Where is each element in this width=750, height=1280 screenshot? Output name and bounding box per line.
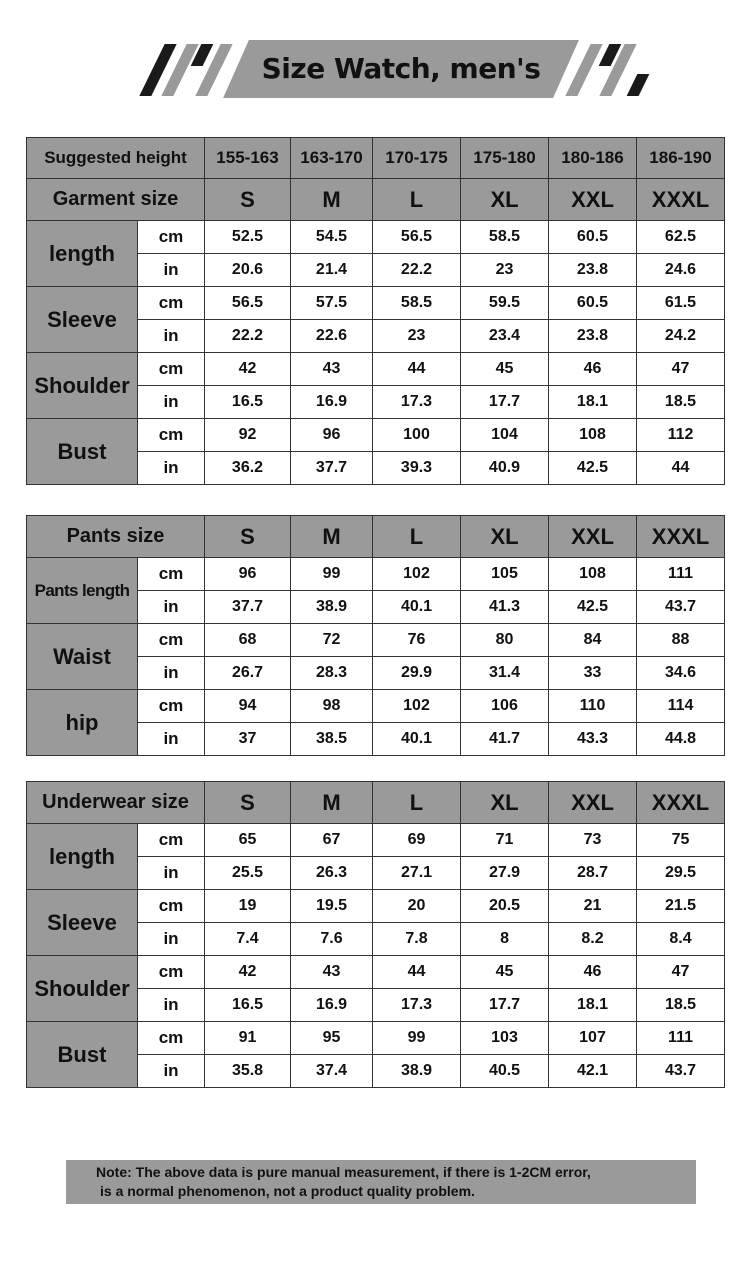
- value-in: 7.4: [205, 923, 291, 956]
- value-cm: 94: [205, 690, 291, 723]
- measure-row: [27, 419, 725, 452]
- page-title: Size Watch, men's: [261, 52, 541, 85]
- unit-in: in: [138, 320, 205, 353]
- value-in: 18.5: [637, 386, 725, 419]
- value-in: 22.6: [291, 320, 373, 353]
- value-in: 40.5: [461, 1055, 549, 1088]
- unit-in: in: [138, 452, 205, 485]
- value-cm: 107: [549, 1022, 637, 1055]
- value-cm: 68: [205, 624, 291, 657]
- value-in: 23.4: [461, 320, 549, 353]
- value-in: 37.7: [205, 591, 291, 624]
- value-cm: 106: [461, 690, 549, 723]
- value-in: 17.7: [461, 989, 549, 1022]
- value-in: 33: [549, 657, 637, 690]
- value-cm: 108: [549, 419, 637, 452]
- height-range: 155-163: [205, 138, 291, 179]
- unit-cm: cm: [138, 624, 205, 657]
- size-header: XL: [461, 516, 549, 558]
- value-cm: 47: [637, 956, 725, 989]
- size-header: S: [205, 179, 291, 221]
- unit-in: in: [138, 989, 205, 1022]
- value-cm: 59.5: [461, 287, 549, 320]
- title-banner: [0, 0, 750, 110]
- pants-size-table: [26, 515, 725, 756]
- value-in: 37.7: [291, 452, 373, 485]
- value-cm: 103: [461, 1022, 549, 1055]
- value-cm: 88: [637, 624, 725, 657]
- value-cm: 108: [549, 558, 637, 591]
- measure-row: [27, 1022, 725, 1055]
- measure-label: length: [27, 221, 138, 287]
- unit-cm: cm: [138, 558, 205, 591]
- value-cm: 71: [461, 824, 549, 857]
- value-in: 26.7: [205, 657, 291, 690]
- measure-row: [27, 824, 725, 857]
- unit-cm: cm: [138, 353, 205, 386]
- value-cm: 99: [291, 558, 373, 591]
- value-cm: 54.5: [291, 221, 373, 254]
- size-header: S: [205, 516, 291, 558]
- size-header: XXXL: [637, 179, 725, 221]
- value-cm: 111: [637, 1022, 725, 1055]
- measure-row: [27, 956, 725, 989]
- value-in: 41.7: [461, 723, 549, 756]
- size-label: Pants size: [27, 516, 205, 558]
- measure-label: hip: [27, 690, 138, 756]
- size-header: XL: [461, 782, 549, 824]
- measure-row: [27, 690, 725, 723]
- value-cm: 96: [205, 558, 291, 591]
- value-cm: 65: [205, 824, 291, 857]
- size-header: XXL: [549, 782, 637, 824]
- measure-row: [27, 221, 725, 254]
- value-in: 35.8: [205, 1055, 291, 1088]
- value-cm: 72: [291, 624, 373, 657]
- value-in: 16.9: [291, 386, 373, 419]
- value-cm: 69: [373, 824, 461, 857]
- value-cm: 45: [461, 353, 549, 386]
- size-header: L: [373, 179, 461, 221]
- size-header-row: [27, 516, 725, 558]
- value-in: 8: [461, 923, 549, 956]
- value-in: 40.1: [373, 723, 461, 756]
- size-header-row: [27, 179, 725, 221]
- value-in: 18.1: [549, 989, 637, 1022]
- size-header: XXL: [549, 179, 637, 221]
- value-cm: 99: [373, 1022, 461, 1055]
- value-cm: 45: [461, 956, 549, 989]
- measure-label: Pants length: [27, 558, 138, 624]
- value-cm: 58.5: [461, 221, 549, 254]
- value-cm: 46: [549, 956, 637, 989]
- size-header-row: [27, 782, 725, 824]
- unit-in: in: [138, 386, 205, 419]
- height-range: 163-170: [291, 138, 373, 179]
- value-cm: 46: [549, 353, 637, 386]
- value-in: 7.8: [373, 923, 461, 956]
- value-in: 23: [373, 320, 461, 353]
- measure-label: Waist: [27, 624, 138, 690]
- size-header: M: [291, 782, 373, 824]
- value-in: 29.5: [637, 857, 725, 890]
- unit-in: in: [138, 591, 205, 624]
- value-in: 38.9: [291, 591, 373, 624]
- unit-cm: cm: [138, 956, 205, 989]
- value-cm: 75: [637, 824, 725, 857]
- unit-in: in: [138, 923, 205, 956]
- unit-cm: cm: [138, 690, 205, 723]
- height-range: 170-175: [373, 138, 461, 179]
- size-header: L: [373, 516, 461, 558]
- measure-label: Bust: [27, 1022, 138, 1088]
- value-cm: 21: [549, 890, 637, 923]
- garment-size-table: [26, 137, 725, 485]
- value-in: 17.3: [373, 989, 461, 1022]
- value-in: 40.1: [373, 591, 461, 624]
- value-cm: 112: [637, 419, 725, 452]
- value-in: 24.2: [637, 320, 725, 353]
- value-in: 18.1: [549, 386, 637, 419]
- value-in: 26.3: [291, 857, 373, 890]
- unit-in: in: [138, 857, 205, 890]
- measure-row: [27, 558, 725, 591]
- value-cm: 91: [205, 1022, 291, 1055]
- value-cm: 19: [205, 890, 291, 923]
- value-in: 7.6: [291, 923, 373, 956]
- value-cm: 100: [373, 419, 461, 452]
- size-header: XXXL: [637, 782, 725, 824]
- value-in: 34.6: [637, 657, 725, 690]
- value-in: 22.2: [373, 254, 461, 287]
- size-label: Garment size: [27, 179, 205, 221]
- measure-row: [27, 890, 725, 923]
- unit-cm: cm: [138, 890, 205, 923]
- value-cm: 102: [373, 558, 461, 591]
- value-in: 16.9: [291, 989, 373, 1022]
- value-in: 23.8: [549, 254, 637, 287]
- value-in: 27.1: [373, 857, 461, 890]
- measure-label: Sleeve: [27, 890, 138, 956]
- value-in: 31.4: [461, 657, 549, 690]
- value-in: 42.1: [549, 1055, 637, 1088]
- value-in: 29.9: [373, 657, 461, 690]
- value-in: 25.5: [205, 857, 291, 890]
- measure-row: [27, 353, 725, 386]
- value-in: 37: [205, 723, 291, 756]
- underwear-size-table: [26, 781, 725, 1088]
- value-cm: 98: [291, 690, 373, 723]
- value-cm: 21.5: [637, 890, 725, 923]
- value-cm: 84: [549, 624, 637, 657]
- value-cm: 96: [291, 419, 373, 452]
- value-cm: 105: [461, 558, 549, 591]
- height-range: 180-186: [549, 138, 637, 179]
- height-row: [27, 138, 725, 179]
- measure-label: Shoulder: [27, 956, 138, 1022]
- value-cm: 104: [461, 419, 549, 452]
- unit-cm: cm: [138, 221, 205, 254]
- value-cm: 57.5: [291, 287, 373, 320]
- value-cm: 42: [205, 353, 291, 386]
- measure-row: [27, 287, 725, 320]
- measure-label: length: [27, 824, 138, 890]
- value-cm: 111: [637, 558, 725, 591]
- value-cm: 95: [291, 1022, 373, 1055]
- unit-cm: cm: [138, 1022, 205, 1055]
- value-cm: 20.5: [461, 890, 549, 923]
- size-label: Underwear size: [27, 782, 205, 824]
- size-header: XXL: [549, 516, 637, 558]
- value-in: 38.5: [291, 723, 373, 756]
- value-cm: 73: [549, 824, 637, 857]
- value-in: 43.7: [637, 591, 725, 624]
- size-header: XXXL: [637, 516, 725, 558]
- value-cm: 60.5: [549, 287, 637, 320]
- unit-cm: cm: [138, 824, 205, 857]
- height-range: 186-190: [637, 138, 725, 179]
- height-label: Suggested height: [27, 138, 205, 179]
- unit-in: in: [138, 254, 205, 287]
- value-cm: 52.5: [205, 221, 291, 254]
- value-cm: 42: [205, 956, 291, 989]
- value-in: 20.6: [205, 254, 291, 287]
- value-cm: 80: [461, 624, 549, 657]
- value-in: 37.4: [291, 1055, 373, 1088]
- value-cm: 56.5: [373, 221, 461, 254]
- size-header: S: [205, 782, 291, 824]
- value-in: 27.9: [461, 857, 549, 890]
- unit-cm: cm: [138, 287, 205, 320]
- value-cm: 114: [637, 690, 725, 723]
- size-header: M: [291, 516, 373, 558]
- value-in: 23.8: [549, 320, 637, 353]
- measure-row: [27, 624, 725, 657]
- value-cm: 76: [373, 624, 461, 657]
- value-cm: 19.5: [291, 890, 373, 923]
- note-line: Note: The above data is pure manual measurement, if there is 1-2CM error,: [96, 1164, 591, 1180]
- value-cm: 43: [291, 353, 373, 386]
- value-in: 24.6: [637, 254, 725, 287]
- value-in: 17.7: [461, 386, 549, 419]
- value-in: 21.4: [291, 254, 373, 287]
- value-in: 8.4: [637, 923, 725, 956]
- value-cm: 47: [637, 353, 725, 386]
- value-in: 43.3: [549, 723, 637, 756]
- measure-label: Shoulder: [27, 353, 138, 419]
- unit-cm: cm: [138, 419, 205, 452]
- value-in: 38.9: [373, 1055, 461, 1088]
- value-in: 44: [637, 452, 725, 485]
- value-in: 18.5: [637, 989, 725, 1022]
- value-cm: 44: [373, 353, 461, 386]
- value-in: 16.5: [205, 386, 291, 419]
- measure-label: Sleeve: [27, 287, 138, 353]
- note-line: is a normal phenomenon, not a product quality problem.: [100, 1183, 475, 1199]
- banner-stripe: [627, 74, 650, 96]
- value-in: 16.5: [205, 989, 291, 1022]
- value-in: 36.2: [205, 452, 291, 485]
- value-in: 28.7: [549, 857, 637, 890]
- value-in: 41.3: [461, 591, 549, 624]
- note-box: [66, 1160, 696, 1204]
- value-cm: 61.5: [637, 287, 725, 320]
- value-in: 28.3: [291, 657, 373, 690]
- value-cm: 60.5: [549, 221, 637, 254]
- value-cm: 110: [549, 690, 637, 723]
- value-in: 40.9: [461, 452, 549, 485]
- value-in: 22.2: [205, 320, 291, 353]
- value-in: 44.8: [637, 723, 725, 756]
- unit-in: in: [138, 657, 205, 690]
- value-cm: 44: [373, 956, 461, 989]
- value-cm: 67: [291, 824, 373, 857]
- value-cm: 20: [373, 890, 461, 923]
- unit-in: in: [138, 723, 205, 756]
- unit-in: in: [138, 1055, 205, 1088]
- value-cm: 62.5: [637, 221, 725, 254]
- value-in: 42.5: [549, 591, 637, 624]
- size-header: XL: [461, 179, 549, 221]
- value-in: 23: [461, 254, 549, 287]
- height-range: 175-180: [461, 138, 549, 179]
- value-cm: 43: [291, 956, 373, 989]
- size-header: L: [373, 782, 461, 824]
- value-in: 39.3: [373, 452, 461, 485]
- value-in: 42.5: [549, 452, 637, 485]
- measure-label: Bust: [27, 419, 138, 485]
- size-header: M: [291, 179, 373, 221]
- value-cm: 102: [373, 690, 461, 723]
- value-in: 8.2: [549, 923, 637, 956]
- value-cm: 56.5: [205, 287, 291, 320]
- value-in: 17.3: [373, 386, 461, 419]
- value-cm: 92: [205, 419, 291, 452]
- value-in: 43.7: [637, 1055, 725, 1088]
- value-cm: 58.5: [373, 287, 461, 320]
